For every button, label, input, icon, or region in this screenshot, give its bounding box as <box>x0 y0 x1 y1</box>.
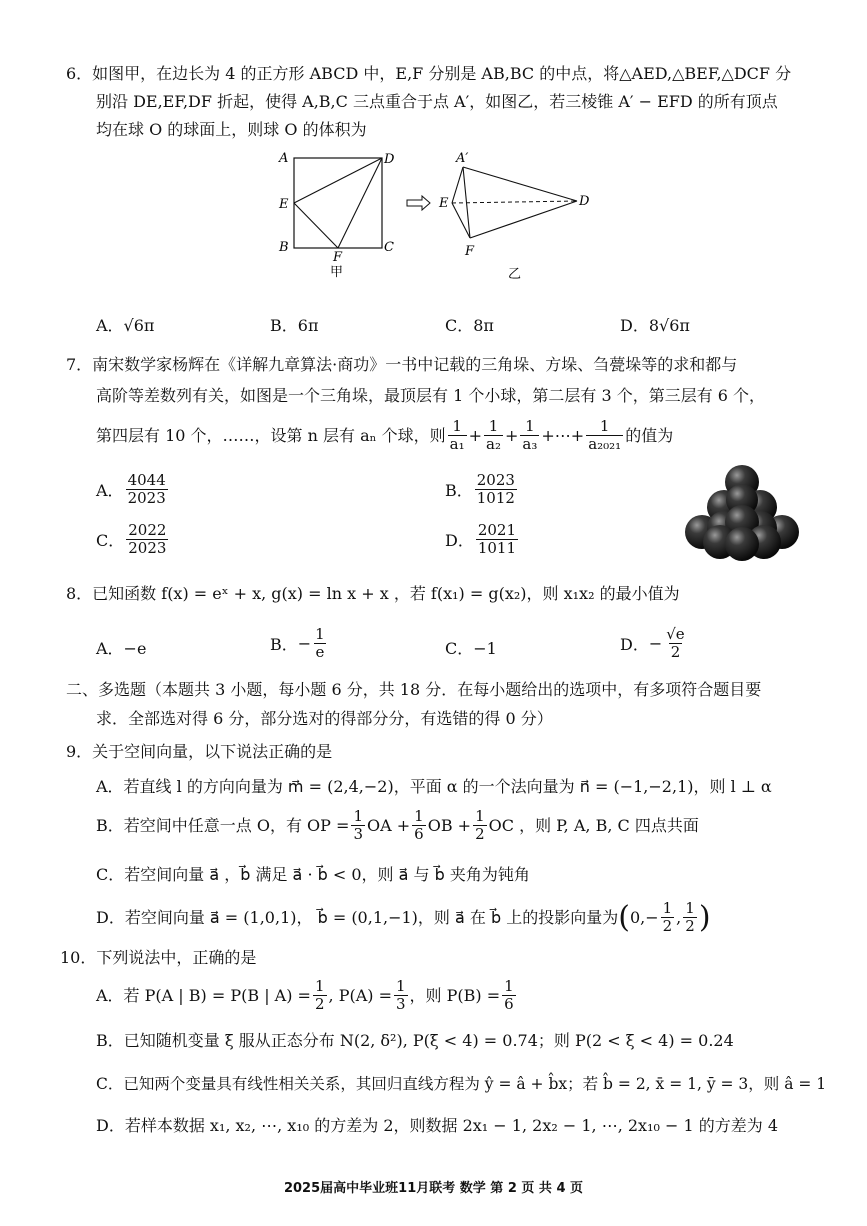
q8-stem: 8．已知函数 f(x) = eˣ + x, g(x) = ln x + x ，若 f(x₁) = g(x₂)，则 x₁x₂ 的最小值为 <box>66 584 680 603</box>
label-F-yi: F <box>465 244 475 259</box>
arrow-icon <box>407 196 430 210</box>
q6-line2: 别沿 DE,EF,DF 折起，使得 A,B,C 三点重合于点 A′，如图乙，若三棱锥 A′ − EFD 的所有顶点 <box>96 92 778 111</box>
q7-line3-pre: 第四层有 10 个，……，设第 n 层有 aₙ 个球，则 <box>96 425 446 445</box>
figure-jia <box>278 151 395 280</box>
caption-jia: 甲 <box>330 265 344 280</box>
caption-yi: 乙 <box>508 267 522 282</box>
section2-heading-line2: 求．全部选对得 6 分，部分选对的得部分分，有选错的得 0 分） <box>96 709 553 728</box>
figure-yi <box>438 151 590 282</box>
q9-option-a: A．若直线 l 的方向向量为 m⃗ = (2,4,−2)，平面 α 的一个法向量为 n⃗ = (−1,−2,1)，则 l ⊥ α <box>96 777 772 796</box>
q7-line3: 第四层有 10 个，……，设第 n 层有 aₙ 个球，则 $\frac{1}{\text{a₁}}$ + $\frac{1}{\text{a₂}}$ + $\frac{1}{\text{a₃}}$ +⋯+ $\frac{1}{\text{a₂₀₂₁}}$ 的值为 <box>96 417 674 453</box>
q9-stem: 9．关于空间向量，以下说法正确的是 <box>66 742 333 761</box>
q8-option-a: A．−e <box>96 639 147 658</box>
label-A-prime: A′ <box>456 151 469 166</box>
fraction: $\frac{1}{\text{a₂}}$ <box>486 417 501 453</box>
q8-option-b: B． − $\frac{1}{e}$ <box>270 625 325 661</box>
q7-line2: 高阶等差数列有关，如图是一个三角垛，最顶层有 1 个小球，第二层有 3 个，第三层有 6 个， <box>96 386 766 405</box>
q10-option-c: C．已知两个变量具有线性相关关系，其回归直线方程为 ŷ = â + b̂x；若 b̂ = 2, x̄ = 1, ȳ = 3，则 â = 1 <box>96 1075 827 1093</box>
fraction: $\frac{1}{\text{a₃}}$ <box>522 417 538 453</box>
q10-option-d: D．若样本数据 x₁, x₂, ⋯, x₁₀ 的方差为 2，则数据 2x₁ − 1, 2x₂ − 1, ⋯, 2x₁₀ − 1 的方差为 4 <box>96 1116 779 1135</box>
label-A: A <box>279 151 289 166</box>
q6-line1: 6．如图甲，在边长为 4 的正方形 ABCD 中，E,F 分别是 AB,BC 的中点，将△AED,△BEF,△DCF 分 <box>66 64 792 83</box>
page-footer: 2025届高中毕业班11月联考 数学 第 2 页 共 4 页 <box>283 1181 584 1196</box>
q9-option-b: B．若空间中任意一点 O，有 OP = $\frac{1}{3}$ OA + $\frac{1}{6}$ OB + $\frac{1}{2}$ OC ，则 P, A, B, C 四点共面 <box>96 807 699 843</box>
q10-option-a: A．若 P(A | B) = P(B | A) = $\frac{1}{2}$ , P(A) = $\frac{1}{3}$ ，则 P(B) = $\frac{1}{6}$ <box>96 977 514 1013</box>
q8-option-c: C．−1 <box>445 639 497 658</box>
label-E-yi: E <box>439 196 449 211</box>
label-B: B <box>279 240 289 255</box>
q7-line3-post: 的值为 <box>625 425 674 445</box>
q8-option-d: D． − $\frac{√e}{2}$ <box>620 625 685 661</box>
q7-line1: 7．南宋数学家杨辉在《详解九章算法·商功》一书中记载的三角垛、方垛、刍甍垛等的求和都与 <box>66 355 738 374</box>
label-F: F <box>333 250 343 265</box>
label-D: D <box>384 152 395 167</box>
fraction: $\frac{1}{\text{a₂₀₂₁}}$ <box>588 417 622 453</box>
fraction: $\frac{1}{\text{a₁}}$ <box>449 417 465 453</box>
q7-option-c: C． $\frac{2022}{2023}$ <box>96 521 167 557</box>
q6-option-b: B．6π <box>270 316 319 335</box>
label-C: C <box>384 240 394 255</box>
q6-line3: 均在球 O 的球面上，则球 O 的体积为 <box>96 120 367 139</box>
triangular-ball-pile-image <box>680 462 805 562</box>
q7-option-a: A． $\frac{4044}{2023}$ <box>96 471 166 507</box>
q10-stem: 10．下列说法中，正确的是 <box>60 948 257 967</box>
label-D-yi: D <box>579 194 590 209</box>
q10-option-b: B．已知随机变量 ξ 服从正态分布 N(2, δ²), P(ξ < 4) = 0.74；则 P(2 < ξ < 4) = 0.24 <box>96 1031 734 1050</box>
q7-option-d: D． $\frac{2021}{1011}$ <box>445 521 517 557</box>
q9-option-c: C．若空间向量 a⃗ ，b⃗ 满足 a⃗ · b⃗ < 0，则 a⃗ 与 b⃗ 夹角为钝角 <box>96 865 530 884</box>
q6-figure <box>270 145 600 285</box>
q9-option-d: D．若空间向量 a⃗ = (1,0,1)， b⃗ = (0,1,−1)，则 a⃗ 在 b⃗ 上的投影向量为 ( 0,− $\frac{1}{2}$ , $\frac{1}{2}$ ) <box>96 899 711 935</box>
section2-heading-line1: 二、多选题（本题共 3 小题，每小题 6 分，共 18 分．在每小题给出的选项中，有多项符合题目要 <box>66 680 762 699</box>
q6-option-d: D．8√6π <box>620 316 690 335</box>
q7-option-b: B． $\frac{2023}{1012}$ <box>445 471 515 507</box>
q6-option-c: C．8π <box>445 316 494 335</box>
label-E: E <box>279 197 289 212</box>
q6-option-a: A．√6π <box>96 316 155 335</box>
